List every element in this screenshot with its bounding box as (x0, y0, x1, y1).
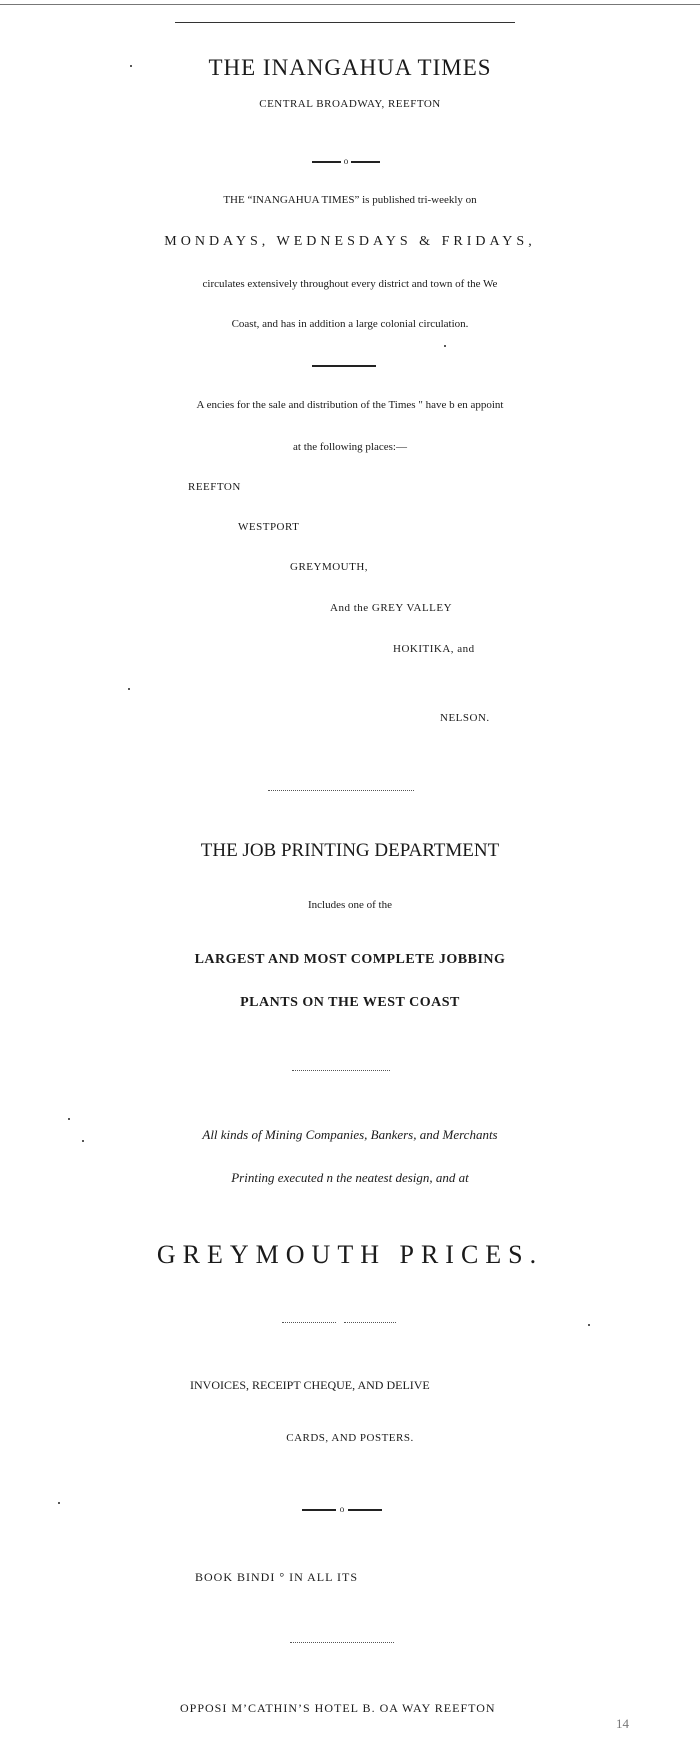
section-rule (312, 365, 376, 367)
ink-speck (130, 65, 132, 67)
ink-speck (444, 345, 446, 347)
ink-speck (68, 1118, 70, 1120)
job-printing-line-1: LARGEST AND MOST COMPLETE JOBBING (194, 952, 506, 967)
invoices-line-2: CARDS, AND POSTERS. (286, 1432, 414, 1444)
ink-speck (58, 1502, 60, 1504)
publication-days: MONDAYS, WEDNESDAYS & FRIDAYS, (164, 234, 536, 249)
invoices-line-1: INVOICES, RECEIPT CHEQUE, AND DELIVE (190, 1378, 430, 1392)
ink-speck (128, 688, 130, 690)
agencies-line-2: at the following places:— (293, 441, 407, 453)
agency-place: NELSON. (440, 712, 490, 724)
footer-address: OPPOSI M’CATHIN’S HOTEL B. OA WAY REEFTON (180, 1701, 496, 1715)
ink-speck (82, 1140, 84, 1142)
printing-line-1: All kinds of Mining Companies, Bankers, and Merchants (202, 1127, 498, 1142)
agency-place: GREYMOUTH, (290, 561, 369, 573)
publication-line-3: circulates extensively throughout every district and town of the We (202, 278, 498, 290)
agency-place: WESTPORT (238, 521, 300, 533)
agency-place: HOKITIKA, and (393, 643, 475, 655)
job-printing-heading: THE JOB PRINTING DEPARTMENT (200, 840, 500, 861)
masthead-address: CENTRAL BROADWAY, REEFTON (259, 98, 441, 110)
greymouth-prices: GREYMOUTH PRICES. (156, 1240, 544, 1269)
wavy-rule (292, 1070, 390, 1071)
job-printing-line-2: PLANTS ON THE WEST COAST (240, 995, 460, 1010)
ornament-divider: o (302, 1505, 382, 1515)
agency-place: REEFTON (188, 481, 241, 493)
wavy-rule (268, 790, 414, 791)
page-mark: 14 (616, 1716, 629, 1731)
publication-line-4: Coast, and has in addition a large colonial circulation. (231, 318, 469, 330)
ornament-divider: o (312, 157, 380, 167)
printing-line-2: Printing executed n the neatest design, and at (231, 1170, 469, 1185)
publication-line-1: THE “INANGAHUA TIMES” is published tri-weekly on (223, 194, 477, 206)
wavy-rule (344, 1322, 396, 1323)
ink-speck (588, 1324, 590, 1326)
wavy-rule (290, 1642, 394, 1643)
top-rule (175, 22, 515, 23)
agency-place: And the GREY VALLEY (330, 602, 453, 614)
masthead-title: THE INANGAHUA TIMES (208, 55, 492, 80)
wavy-rule (282, 1322, 336, 1323)
job-printing-includes: Includes one of the (308, 899, 392, 911)
agencies-line-1: A encies for the sale and distribution of the Times " have b en appoint (196, 399, 504, 411)
book-binding-line: BOOK BINDI ° IN ALL ITS (195, 1570, 359, 1584)
page-top-edge (0, 0, 700, 5)
